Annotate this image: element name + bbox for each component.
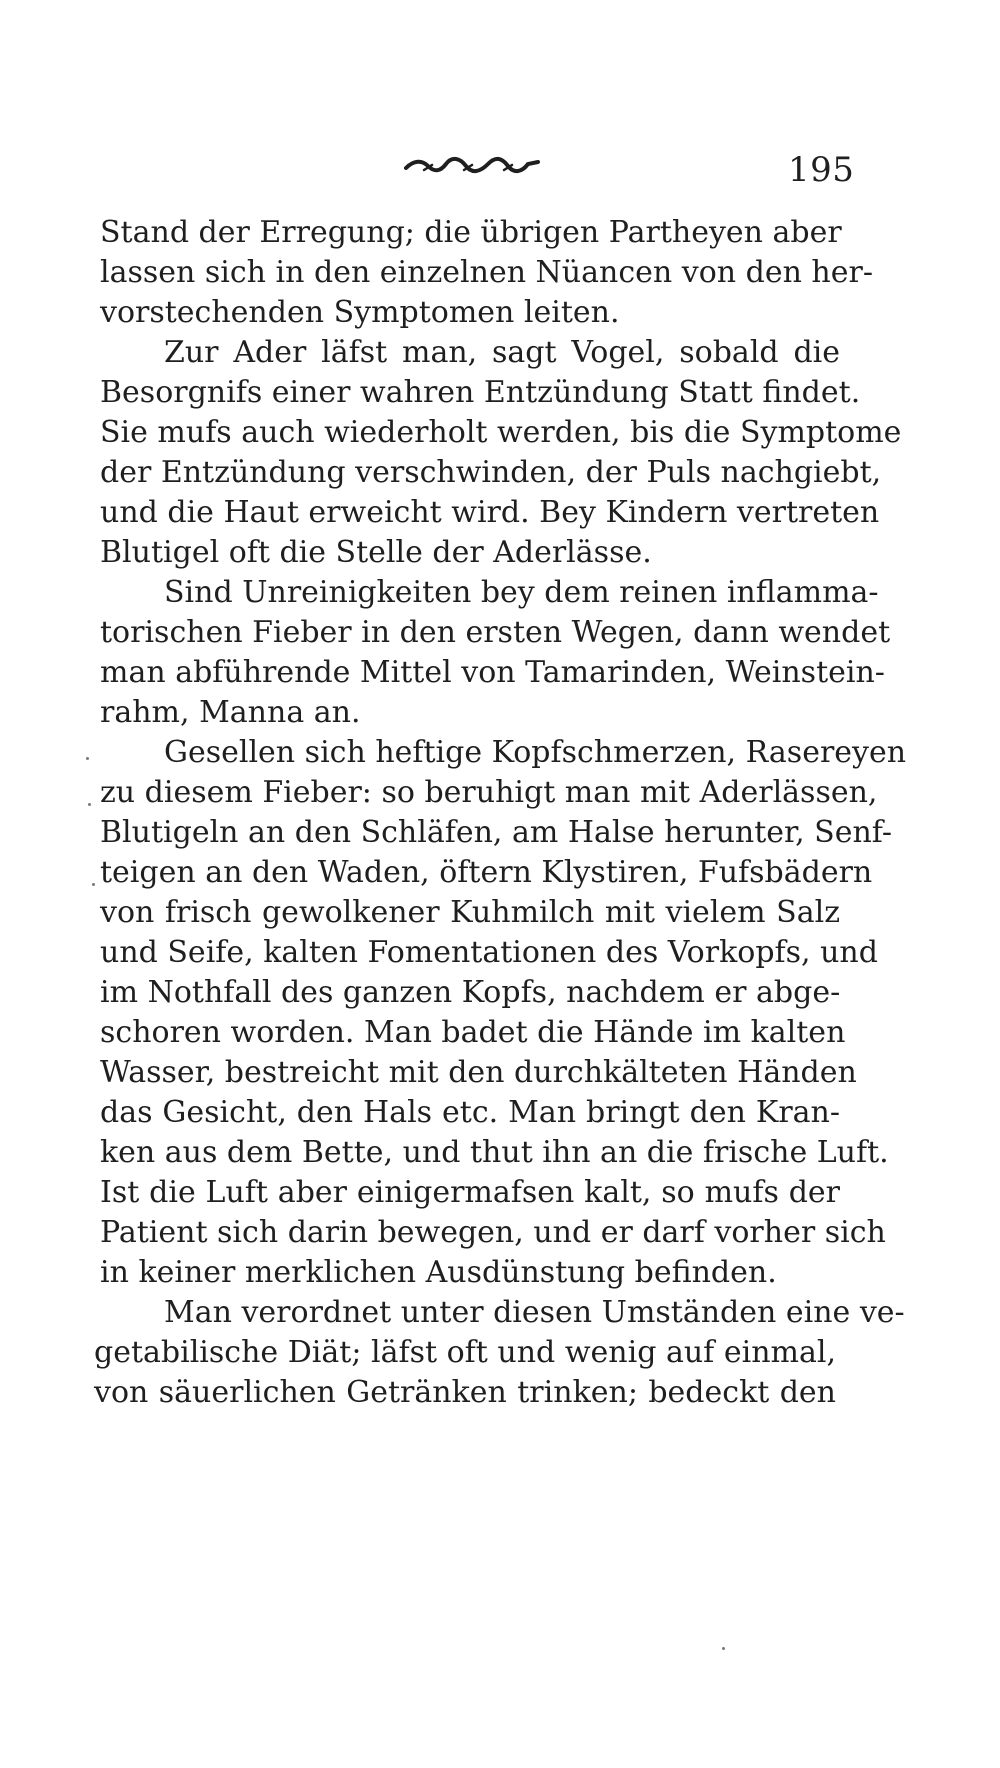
text-line: im Nothfall des ganzen Kopfs, nachdem er abge-: [100, 975, 841, 1010]
text-line: rahm, Manna an.: [100, 695, 361, 730]
text-line: teigen an den Waden, öftern Klystiren, Fufsbädern: [100, 855, 873, 890]
text-line: Stand der Erregung; die übrigen Partheyen aber: [100, 215, 842, 250]
text-line: in keiner merklichen Ausdünstung befinden.: [100, 1255, 777, 1290]
text-line: das Gesicht, den Hals etc. Man bringt den Kran-: [100, 1095, 840, 1130]
text-line: Gesellen sich heftige Kopfschmerzen, Rasereyen: [164, 735, 907, 770]
text-line: vorstechenden Symptomen leiten.: [100, 295, 620, 330]
speck: [86, 757, 89, 760]
text-line: der Entzündung verschwinden, der Puls nachgiebt,: [100, 455, 882, 490]
text-line: schoren worden. Man badet die Hände im kalten: [100, 1015, 846, 1050]
text-line: Man verordnet unter diesen Umständen eine ve-: [164, 1295, 905, 1330]
speck: [722, 1647, 725, 1650]
text-line: man abführende Mittel von Tamarinden, Weinstein-: [100, 655, 885, 690]
header-ornament: [404, 154, 540, 178]
text-line: Besorgnifs einer wahren Entzündung Statt findet.: [100, 375, 861, 410]
text-line: Sind Unreinigkeiten bey dem reinen inflamma-: [164, 575, 879, 610]
text-line: getabilische Diät; läfst oft und wenig auf einmal,: [94, 1335, 836, 1370]
text-line: Blutigel oft die Stelle der Aderlässe.: [100, 535, 652, 570]
text-line: und die Haut erweicht wird. Bey Kindern vertreten: [100, 495, 880, 530]
text-line: und Seife, kalten Fomentationen des Vorkopfs, und: [100, 935, 878, 970]
text-line: von säuerlichen Getränken trinken; bedeckt den: [94, 1375, 836, 1410]
text-line: ken aus dem Bette, und thut ihn an die frische Luft.: [100, 1135, 889, 1170]
speck: [92, 883, 95, 886]
text-line: Ist die Luft aber einigermafsen kalt, so mufs der: [100, 1175, 840, 1210]
page-number: 195: [788, 150, 855, 190]
text-line: torischen Fieber in den ersten Wegen, dann wendet: [100, 615, 891, 650]
text-line: lassen sich in den einzelnen Nüancen von den her-: [100, 255, 873, 290]
text-line: Patient sich darin bewegen, und er darf vorher sich: [100, 1215, 886, 1250]
text-line: Zur Ader läfst man, sagt Vogel, sobald die: [164, 335, 840, 370]
text-line: Wasser, bestreicht mit den durchkälteten Händen: [100, 1055, 857, 1090]
text-line: zu diesem Fieber: so beruhigt man mit Aderlässen,: [100, 775, 878, 810]
text-line: von frisch gewolkener Kuhmilch mit vielem Salz: [100, 895, 840, 930]
text-line: Sie mufs auch wiederholt werden, bis die Symptome: [100, 415, 902, 450]
speck: [88, 803, 91, 806]
text-line: Blutigeln an den Schläfen, am Halse herunter, Senf-: [100, 815, 892, 850]
